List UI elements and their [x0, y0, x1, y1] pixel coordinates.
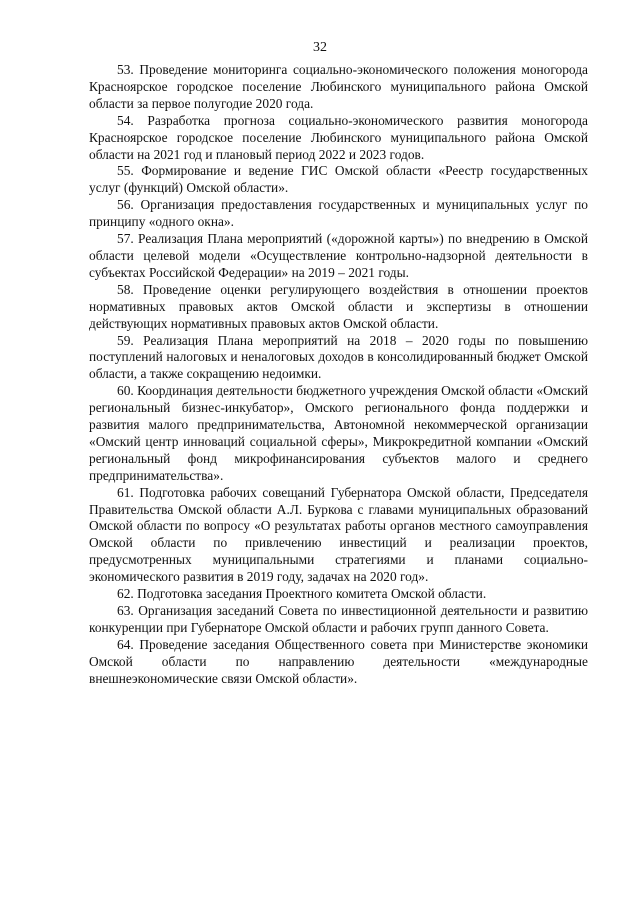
paragraph-58: 58. Проведение оценки регулирующего воздействия в отношении проектов нормативных правовых актов Омской области и экспертизы в отношении действующих нормативных правовых актов Омской области. — [89, 281, 588, 331]
paragraph-62: 62. Подготовка заседания Проектного комитета Омской области. — [117, 586, 487, 602]
document-body — [89, 62, 588, 688]
paragraph-56: 56. Организация предоставления государственных и муниципальных услуг по принципу «одного окна». — [89, 197, 588, 230]
paragraph-61: 61. Подготовка рабочих совещаний Губернатора Омской области, Председателя Правительства Омской области А.Л. Буркова с главами муниципальных образований Омской области по вопросу «О результатах работы органов местного самоуправления Омской области по привлечению инвестиций и реализации проектов, предусмотренных муниципальными стратегиями и планами социально-экономического развития в 2019 году, задачах на 2020 год». — [89, 484, 588, 585]
page-number: 32 — [313, 40, 327, 55]
paragraph-59: 59. Реализация Плана мероприятий на 2018 – 2020 годы по повышению поступлений налоговых и неналоговых доходов в консолидированный бюджет Омской области, а также сокращению недоимки. — [89, 332, 588, 382]
paragraph-55: 55. Формирование и ведение ГИС Омской области «Реестр государственных услуг (функций) Омской области». — [89, 163, 588, 196]
paragraph-64: 64. Проведение заседания Общественного совета при Министерстве экономики Омской области по направлению деятельности «международные внешнеэкономические связи Омской области». — [89, 636, 588, 686]
paragraph-54: 54. Разработка прогноза социально-экономического развития моногорода Красноярское городское поселение Любинского муниципального района Омской области на 2021 год и плановый период 2022 и 2023 годов. — [89, 112, 588, 162]
paragraph-53: 53. Проведение мониторинга социально-экономического положения моногорода Красноярское городское поселение Любинского муниципального района Омской области за первое полугодие 2020 года. — [89, 62, 588, 111]
paragraph-60: 60. Координация деятельности бюджетного учреждения Омской области «Омский региональный бизнес-инкубатор», Омского регионального фонда поддержки и развития малого предпринимательства, Автономной некоммерческой организации «Омский центр инноваций социальной сферы», Микрокредитной компании «Омский региональный фонд микрофинансирования субъектов малого и среднего предпринимательства». — [89, 383, 588, 483]
paragraph-63: 63. Организация заседаний Совета по инвестиционной деятельности и развитию конкуренции при Губернаторе Омской области и рабочих групп данного Совета. — [89, 603, 588, 635]
paragraph-57: 57. Реализация Плана мероприятий («дорожной карты») по внедрению в Омской области целевой модели «Осуществление контрольно-надзорной деятельности в субъектах Российской Федерации» на 2019 – 2021 годы. — [89, 231, 588, 280]
